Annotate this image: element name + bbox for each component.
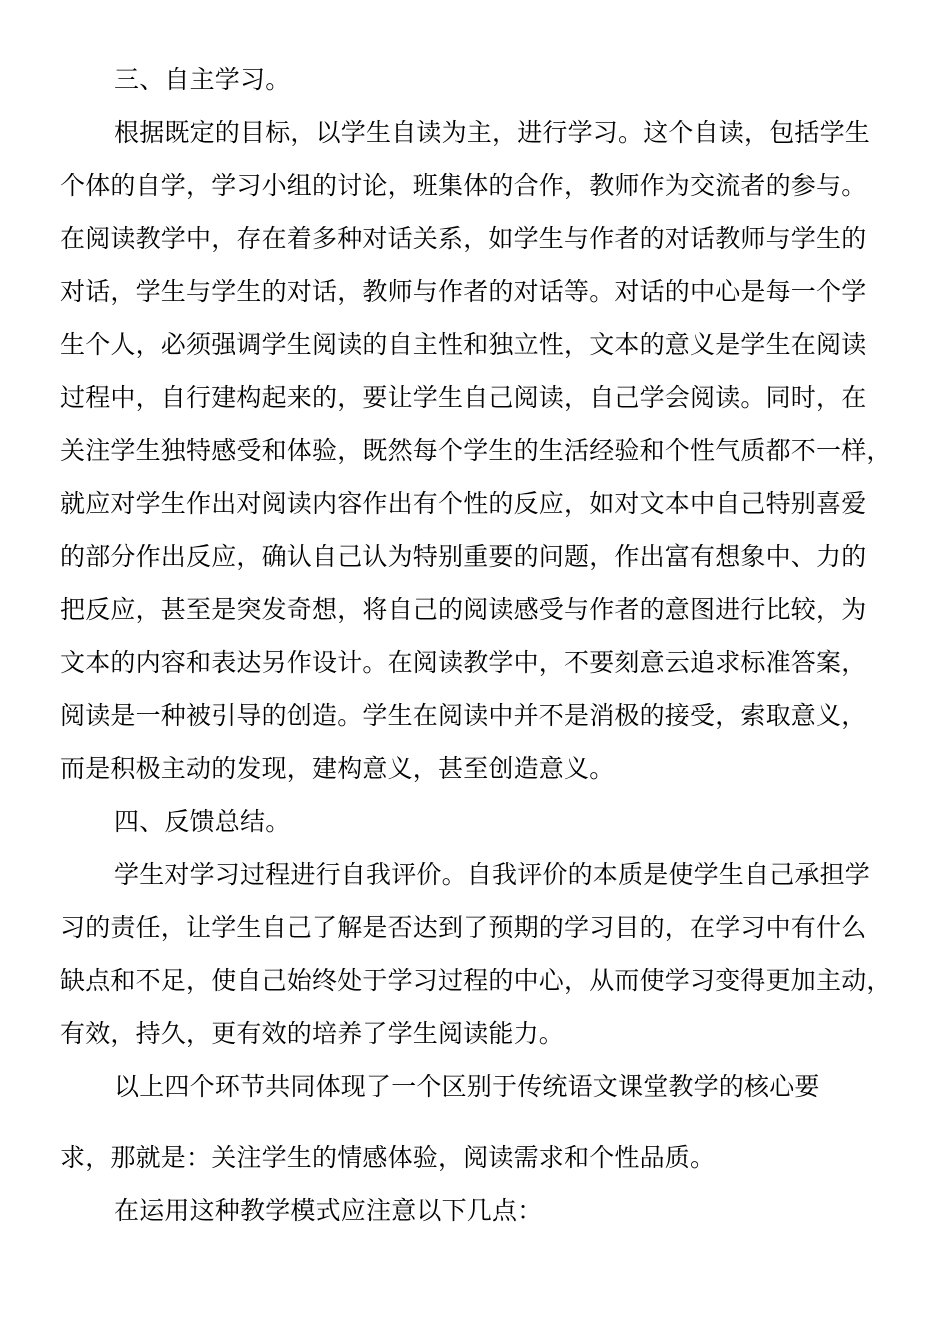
paragraph-line: 在运用这种教学模式应注意以下几点： <box>114 1196 543 1225</box>
paragraph-line: 而是积极主动的发现，建构意义，甚至创造意义。 <box>60 754 615 783</box>
paragraph-line: 学生对学习过程进行自我评价。自我评价的本质是使学生自己承担学 <box>114 860 871 889</box>
paragraph-line: 关注学生独特感受和体验，既然每个学生的生活经验和个性气质都不一样， <box>60 436 892 465</box>
paragraph-line: 求，那就是：关注学生的情感体验，阅读需求和个性品质。 <box>60 1143 716 1172</box>
paragraph-line: 生个人，必须强调学生阅读的自主性和独立性，文本的意义是学生在阅读 <box>60 330 867 359</box>
section-heading-feedback-summary: 四、反馈总结。 <box>114 807 291 836</box>
section-heading-autonomous-learning: 三、自主学习。 <box>114 65 291 94</box>
paragraph-line: 以上四个环节共同体现了一个区别于传统语文课堂教学的核心要 <box>114 1072 820 1101</box>
paragraph-line: 个体的自学，学习小组的讨论，班集体的合作，教师作为交流者的参与。 <box>60 171 867 200</box>
paragraph-line: 阅读是一种被引导的创造。学生在阅读中并不是消极的接受，索取意义， <box>60 701 867 730</box>
paragraph-line: 习的责任，让学生自己了解是否达到了预期的学习目的，在学习中有什么 <box>60 913 867 942</box>
paragraph-line: 在阅读教学中，存在着多种对话关系，如学生与作者的对话教师与学生的 <box>60 224 867 253</box>
paragraph-line: 根据既定的目标，以学生自读为主，进行学习。这个自读，包括学生 <box>114 118 871 147</box>
paragraph-line: 有效，持久，更有效的培养了学生阅读能力。 <box>60 1019 565 1048</box>
paragraph-line: 缺点和不足，使自己始终处于学习过程的中心，从而使学习变得更加主动， <box>60 966 892 995</box>
paragraph-line: 文本的内容和表达另作设计。在阅读教学中，不要刻意云追求标准答案， <box>60 648 867 677</box>
paragraph-line: 对话，学生与学生的对话，教师与作者的对话等。对话的中心是每一个学 <box>60 277 867 306</box>
paragraph-line: 过程中，自行建构起来的，要让学生自己阅读，自己学会阅读。同时，在 <box>60 383 867 412</box>
paragraph-line: 把反应，甚至是突发奇想，将自己的阅读感受与作者的意图进行比较，为 <box>60 595 867 624</box>
paragraph-line: 的部分作出反应，确认自己认为特别重要的问题，作出富有想象中、力的 <box>60 542 867 571</box>
paragraph-line: 就应对学生作出对阅读内容作出有个性的反应，如对文本中自己特别喜爱 <box>60 489 867 518</box>
